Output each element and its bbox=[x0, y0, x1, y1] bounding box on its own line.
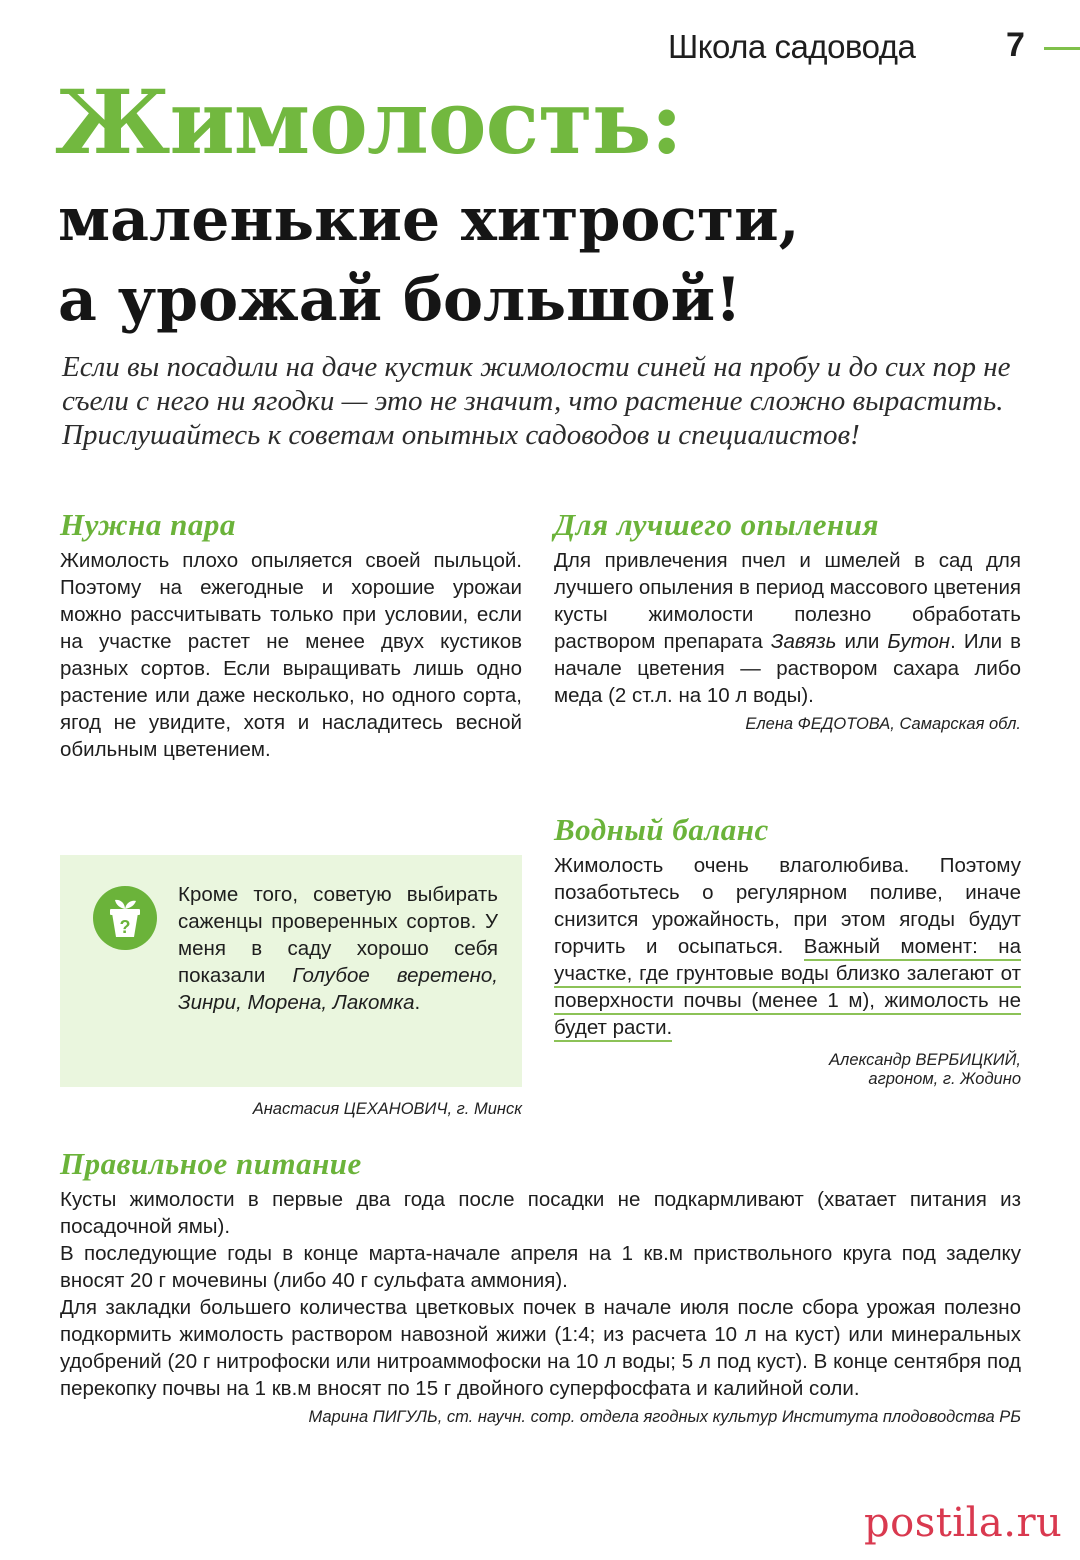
section-author: Елена ФЕДОТОВА, Самарская обл. bbox=[745, 715, 1021, 733]
section-text: Жимолость очень влаголюбива. Поэтому позаботьтесь о регулярном поливе, иначе снизится урожайность, при этом ягоды будут горчить и осыпаться. Важный момент: на участке, где грунтовые воды близко залегают от поверхности почвы (менее 1 м), жимолость не будет расти. bbox=[554, 852, 1021, 1041]
section-author: Марина ПИГУЛЬ, ст. научн. сотр. отдела ягодных культур Института плодоводства РБ bbox=[308, 1408, 1021, 1426]
tip-text: Кроме того, советую выбирать саженцы проверенных сортов. У меня в саду хорошо себя показали Голубое веретено, Зинри, Морена, Лакомка. bbox=[178, 883, 498, 1014]
header-rule bbox=[1044, 47, 1080, 50]
watermark: postila.ru bbox=[864, 1500, 1063, 1546]
section-author: Александр ВЕРБИЦКИЙ, агроном, г. Жодино bbox=[829, 1051, 1021, 1088]
article-lead: Если вы посадили на даче кустик жимолости синей на пробу и до сих пор не съели с него ни ягодки — это не значит, что растение сложно вырастить. Прислушайтесь к советам опытных садоводов и специалистов! bbox=[62, 351, 1011, 451]
section-heading: Для лучшего опыления bbox=[554, 507, 879, 542]
product-name: Бутон bbox=[887, 630, 951, 653]
article-title: Жимолость: bbox=[55, 70, 682, 174]
nutrition-paragraph: В последующие годы в конце марта-начале апреля на 1 кв.м приствольного круга под заделку вносят 20 г мочевины (либо 40 г сульфата аммония). bbox=[60, 1242, 1021, 1292]
section-text: Жимолость плохо опыляется своей пыльцой. Поэтому на ежегодные и хорошие урожаи можно рассчитывать только при условии, если на участке растет не менее двух кустиков разных сортов. Если выращивать лишь одно растение или даже несколько, но одного сорта, ягод не увидите, хотя и насладитесь весной обильным цветением. bbox=[60, 549, 522, 761]
nutrition-paragraph: Для закладки большего количества цветковых почек в начале июля после сбора урожая полезно подкормить жимолость раствором навозной жижи (1:4; из расчета 10 л на куст) или минеральных удобрений (20 г нитрофоски или нитроаммофоски на 10 л воды; 5 л под куст). В конце сентября под перекопку почвы на 1 кв.м вносят по 15 г двойного суперфосфата и калийной соли. bbox=[60, 1296, 1021, 1400]
tip-author: Анастасия ЦЕХАНОВИЧ, г. Минск bbox=[252, 1100, 522, 1118]
variety-names: Голубое веретено, Зинри, Морена, Лакомка bbox=[178, 964, 498, 1014]
tip-box bbox=[60, 855, 522, 1087]
nutrition-paragraph: Кусты жимолости в первые два года после посадки не подкармливают (хватает питания из посадочной ямы). bbox=[60, 1188, 1021, 1238]
section-pair bbox=[60, 507, 522, 763]
product-name: Завязь bbox=[770, 630, 837, 653]
section-heading: Водный баланс bbox=[554, 812, 769, 847]
section-pollination bbox=[554, 507, 1021, 734]
section-nutrition bbox=[60, 1146, 1021, 1427]
section-heading: Правильное питание bbox=[60, 1146, 362, 1181]
section-heading: Нужна пара bbox=[60, 507, 236, 542]
article-subtitle: маленькие хитрости, а урожай большой! bbox=[58, 185, 800, 335]
svg-text:?: ? bbox=[119, 917, 131, 937]
important-note: Важный момент: на участке, где грунтовые воды близко залегают от поверхности почвы (менее 1 м), жимолость не будет расти. bbox=[554, 935, 1021, 1042]
pot-question-icon bbox=[92, 885, 158, 951]
section-name: Школа садовода bbox=[668, 28, 916, 65]
page-number: 7 bbox=[1006, 26, 1025, 64]
section-water bbox=[554, 812, 1021, 1089]
section-text: Для привлечения пчел и шмелей в сад для лучшего опыления в период массового цветения кусты жимолости полезно обработать раствором препарата Завязь или Бутон. Или в начале цветения — раствором сахара либо меда (2 ст.л. на 10 л воды). bbox=[554, 549, 1021, 707]
